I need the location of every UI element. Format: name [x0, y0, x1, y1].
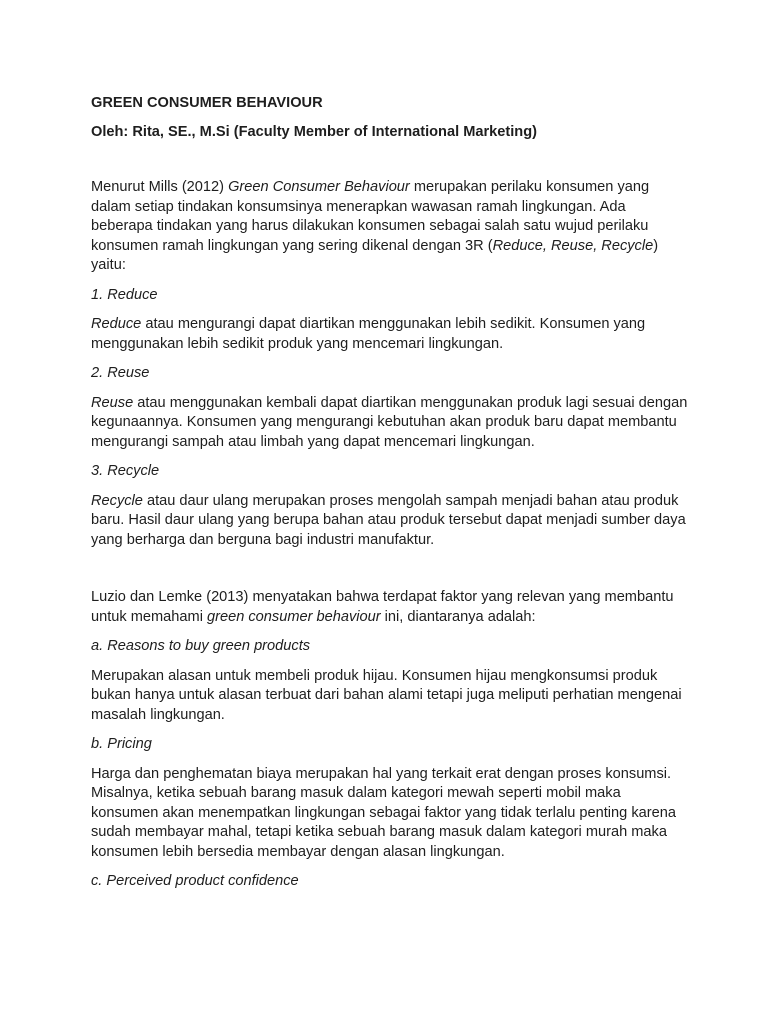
factor-heading-reasons: a. Reasons to buy green products — [91, 638, 311, 654]
factor-heading-pricing: b. Pricing — [91, 736, 152, 752]
factors-intro-text-1: Luzio dan Lemke (2013) menyatakan bahwa terdapat faktor yang relevan yang membantu untuk memahami — [91, 589, 674, 625]
intro-term-gcb: Green Consumer Behaviour — [228, 179, 410, 195]
factor-heading-confidence: c. Perceived product confidence — [91, 873, 299, 889]
factor-body-pricing: Harga dan penghematan biaya merupakan hal yang terkait erat dengan proses konsumsi. Misalnya, ketika sebuah barang masuk dalam kategori mewah seperti mobil maka konsumen akan menempatkan lingkungan sebagai faktor yang tidak terlalu penting karena sudah membayar mahal, tetapi ketika sebuah barang masuk dalam kategori murah maka konsumen lebih bersedia membayar dengan alasan lingkungan. — [91, 765, 676, 860]
factor-body-reasons: Merupakan alasan untuk membeli produk hijau. Konsumen hijau mengkonsumsi produk bukan hanya untuk alasan terbuat dari bahan alami tetapi juga meliputi perhatian mengenai masalah lingkungan. — [91, 667, 682, 723]
factors-intro-term: green consumer behaviour — [207, 608, 381, 625]
section-body-recycle — [91, 492, 688, 551]
section-text-recycle: atau daur ulang merupakan proses mengolah sampah menjadi bahan atau produk baru. Hasil daur ulang yang berupa bahan atau produk tersebut dapat menjadi sumber daya yang berharga dan berguna bagi industri manufaktur. — [91, 492, 686, 548]
factors-intro-text-2: ini, diantaranya adalah: — [380, 608, 536, 625]
section-body-reuse — [91, 394, 688, 453]
intro-text-1: Menurut Mills (2012) — [91, 179, 229, 195]
section-heading-recycle: 3. Recycle — [91, 463, 160, 479]
section-term-reduce: Reduce — [91, 316, 142, 332]
intro-paragraph — [91, 178, 688, 276]
section-heading-reduce: 1. Reduce — [91, 286, 158, 303]
paragraph-gap — [91, 560, 688, 588]
intro-text-2: merupakan perilaku konsumen yang dalam setiap tindakan konsumsinya menerapkan wawasan ramah lingkungan. Ada beberapa tindakan yang harus dilakukan konsumen sebagai salah satu wujud perilaku konsumen ramah lingkungan yang sering dikenal dengan 3R ( — [91, 179, 650, 254]
section-term-recycle: Recycle — [91, 492, 143, 509]
intro-term-3r: Reduce, Reuse, Recycle — [492, 237, 654, 254]
intro-text-3: ) yaitu: — [91, 237, 659, 273]
factors-intro-paragraph — [91, 588, 688, 627]
section-text-reuse: atau menggunakan kembali dapat diartikan menggunakan produk lagi sesuai dengan kegunaannya. Konsumen yang mengurangi kebutuhan akan produk baru dapat membantu mengurangi sampah atau limbah yang dapat mencemari lingkungan. — [91, 394, 688, 450]
section-text-reduce: atau mengurangi dapat diartikan menggunakan lebih sedikit. Konsumen yang menggunakan lebih sedikit produk yang mencemari lingkungan. — [91, 316, 646, 352]
section-term-reuse: Reuse — [91, 394, 134, 411]
section-body-reduce — [91, 315, 688, 354]
document-author: Oleh: Rita, SE., M.Si (Faculty Member of International Marketing) — [91, 123, 537, 140]
section-heading-reuse: 2. Reuse — [91, 365, 150, 381]
document-title: GREEN CONSUMER BEHAVIOUR — [91, 95, 323, 111]
